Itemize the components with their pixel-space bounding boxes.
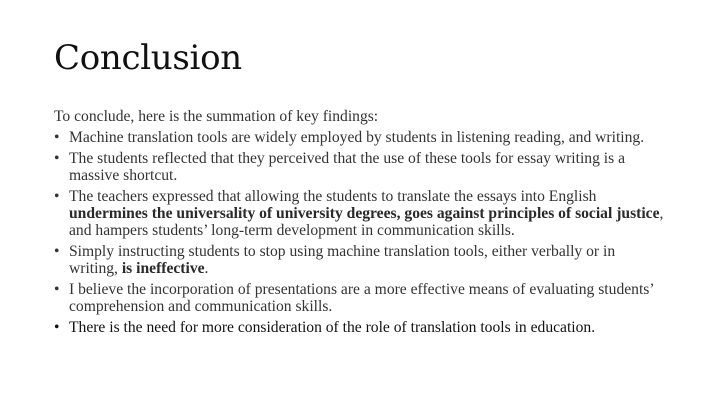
finding-text: I believe the incorporation of presentations are a more effective means of evaluating students’ comprehension and communication skills. (69, 281, 654, 315)
emphasis-text: is ineffective (121, 260, 205, 277)
intro-text: To conclude, here is the summation of key findings: (54, 108, 379, 125)
slide-title: Conclusion (54, 38, 242, 78)
finding-text: The teachers expressed that allowing the students to translate the essays into English (69, 188, 597, 205)
finding-text: , and hampers students’ long-term development in communication skills. (69, 205, 664, 239)
findings-list (54, 129, 666, 336)
bullet-icon: • (54, 243, 60, 260)
finding-item-6 (54, 319, 666, 336)
finding-text: . (204, 260, 209, 277)
finding-text: Machine translation tools are widely employed by students in listening reading, and writing. (69, 129, 645, 146)
finding-text: Simply instructing students to stop using machine translation tools, either verbally or in writing, (69, 243, 616, 277)
finding-text: There is the need for more consideration of the role of translation tools in education. (69, 319, 596, 336)
finding-item-3 (54, 188, 666, 239)
bullet-icon: • (54, 281, 60, 298)
finding-item-1 (54, 129, 666, 146)
emphasis-text: undermines the universality of university degrees, goes against principles of social justice (69, 205, 660, 222)
bullet-icon: • (54, 129, 60, 146)
bullet-icon: • (54, 188, 60, 205)
slide-content (54, 108, 666, 340)
finding-item-2 (54, 150, 666, 184)
finding-text: The students reflected that they perceived that the use of these tools for essay writing is a massive shortcut. (69, 150, 625, 184)
finding-item-5 (54, 281, 666, 315)
finding-item-4 (54, 243, 666, 277)
bullet-icon: • (54, 319, 60, 336)
bullet-icon: • (54, 150, 60, 167)
